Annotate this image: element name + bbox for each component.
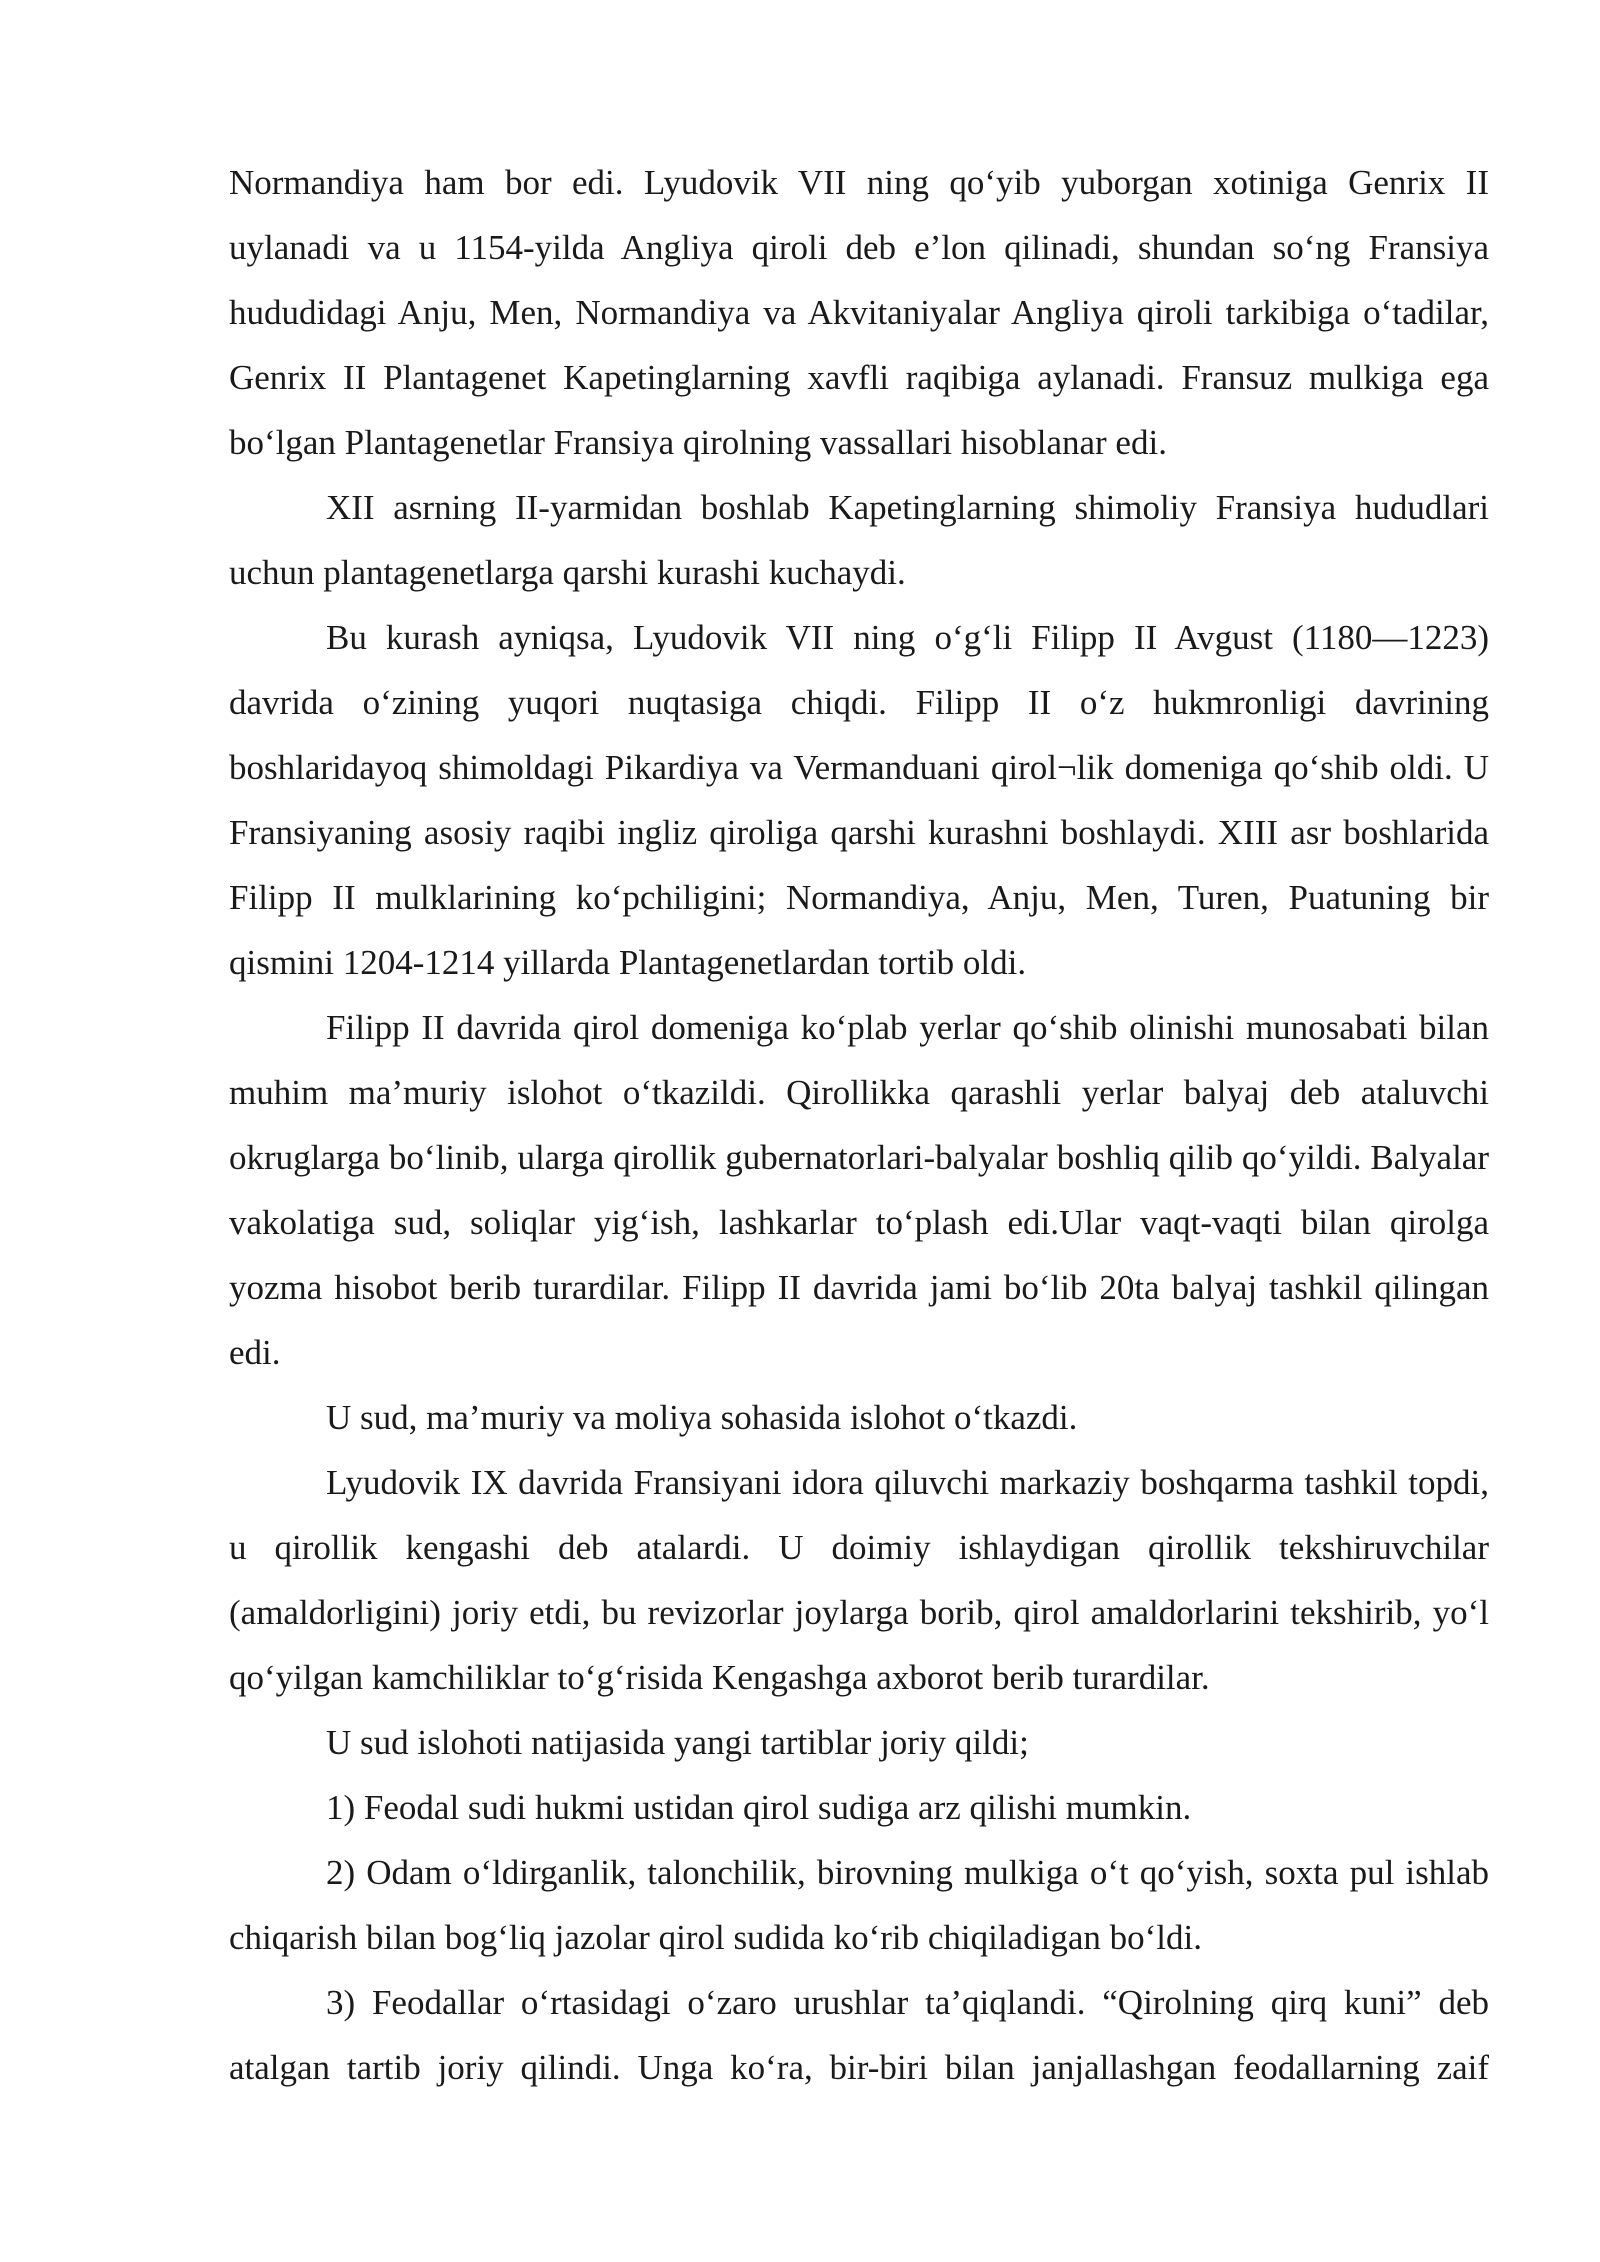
paragraph-yangi-tartiblar: U sud islohoti natijasida yangi tartiblar joriy qildi; (326, 1723, 1029, 1762)
list-item-1: 1) Feodal sudi hukmi ustidan qirol sudiga arz qilishi mumkin. (326, 1788, 1192, 1827)
paragraph-sud-islohot: U sud, ma’muriy va moliya sohasida islohot o‘tkazdi. (326, 1398, 1078, 1437)
document-page (229, 150, 1489, 2100)
paragraph-mamuriy-islohot: Filipp II davrida qirol domeniga ko‘plab yerlar qo‘shib olinishi munosabati bilan muhim ma’muriy islohot o‘tkazildi. Qirollikka qarashli yerlar balyaj deb ataluvchi okruglarga bo‘linib, ularga qirollik gubernatorlari-balyalar boshliq qilib qo‘yildi. Balyalar vakolatiga sud, soliqlar yig‘ish, lashkarlar to‘plash edi.Ular vaqt-vaqti bilan qirolga yozma hisobot berib turardilar. Filipp II davrida jami bo‘lib 20ta balyaj tashkil qilingan edi. (229, 1008, 1489, 1372)
paragraph-filipp-avgust: Bu kurash ayniqsa, Lyudovik VII ning o‘g‘li Filipp II Avgust (1180—1223) davrida o‘zining yuqori nuqtasiga chiqdi. Filipp II o‘z hukmronligi davrining boshlaridayoq shimoldagi Pikardiya va Vermanduani qirol¬lik domeniga qo‘shib oldi. U Fransiyaning asosiy raqibi ingliz qiroliga qarshi kurashni boshlaydi. XIII asr boshlarida Filipp II mulklarining ko‘pchiligini; Normandiya, Anju, Men, Turen, Puatuning bir qismini 1204-1214 yillarda Plantagenetlardan tortib oldi. (229, 618, 1489, 982)
paragraph-normandiya: Normandiya ham bor edi. Lyudovik VII ning qo‘yib yuborgan xotiniga Genrix II uylanadi va u 1154-yilda Angliya qiroli deb e’lon qilinadi, shundan so‘ng Fransiya hududidagi Anju, Men, Normandiya va Akvitaniyalar Angliya qiroli tarkibiga o‘tadilar, Genrix II Plantagenet Kapetinglarning xavfli raqibiga aylanadi. Fransuz mulkiga ega bo‘lgan Plantagenetlar Fransiya qirolning vassallari hisoblanar edi. (229, 163, 1489, 462)
paragraph-lyudovik-ix: Lyudovik IX davrida Fransiyani idora qiluvchi markaziy boshqarma tashkil topdi, u qirollik kengashi deb atalardi. U doimiy ishlaydigan qirollik tekshiruvchilar (amaldorligini) joriy etdi, bu revizorlar joylarga borib, qirol amaldorlarini tekshirib, yo‘l qo‘yilgan kamchiliklar to‘g‘risida Kengashga axborot berib turardilar. (229, 1463, 1489, 1697)
paragraph-xii-asr: XII asrning II-yarmidan boshlab Kapetinglarning shimoliy Fransiya hududlari uchun plantagenetlarga qarshi kurashi kuchaydi. (229, 488, 1489, 592)
list-item-3: 3) Feodallar o‘rtasidagi o‘zaro urushlar ta’qiqlandi. “Qirolning qirq kuni” deb atalgan tartib joriy qilindi. Unga ko‘ra, bir-biri bilan janjallashgan feodallarning zaif (229, 1983, 1489, 2087)
list-item-2: 2) Odam o‘ldirganlik, talonchilik, birovning mulkiga o‘t qo‘yish, soxta pul ishlab chiqarish bilan bog‘liq jazolar qirol sudida ko‘rib chiqiladigan bo‘ldi. (229, 1853, 1489, 1957)
